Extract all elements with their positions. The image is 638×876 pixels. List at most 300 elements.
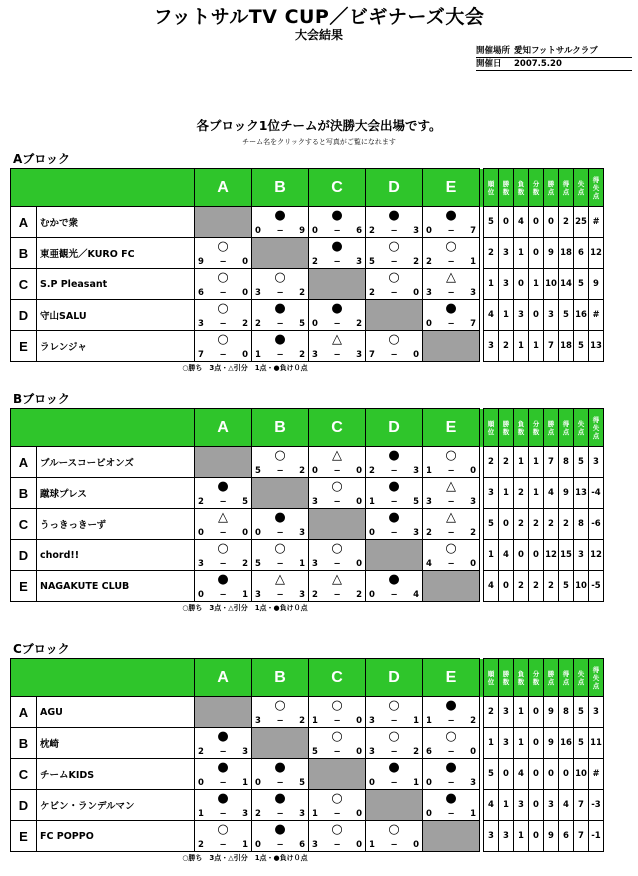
score-own: 7	[369, 350, 375, 360]
score-dash: −	[276, 288, 284, 298]
score-own: 1	[426, 716, 432, 726]
column-header-c: C	[309, 169, 366, 207]
match-result	[252, 790, 309, 821]
result-symbol: ●	[274, 301, 286, 316]
stat-value: 11	[589, 728, 604, 759]
score-opp: 3	[413, 528, 419, 538]
match-score	[369, 778, 419, 788]
stat-value: 2	[484, 447, 499, 478]
block-title: Aブロック	[13, 152, 71, 166]
team-name-link[interactable]: 東亜観光／KURO FC	[37, 238, 195, 269]
stat-header: 失 点	[574, 409, 589, 447]
match-score	[426, 466, 476, 476]
score-opp: 0	[413, 350, 419, 360]
score-opp: 1	[413, 716, 419, 726]
score-dash: −	[333, 319, 341, 329]
stat-value: 5	[574, 269, 589, 300]
match-result	[309, 447, 366, 478]
score-own: 3	[312, 840, 318, 850]
score-own: 3	[255, 590, 261, 600]
stat-value: 1	[484, 540, 499, 571]
team-name-link[interactable]: S.P Pleasant	[37, 269, 195, 300]
match-score	[426, 226, 476, 236]
stat-value: -1	[589, 821, 604, 852]
self-match-cell	[423, 821, 480, 852]
stat-value: 0	[529, 238, 544, 269]
match-score	[426, 716, 476, 726]
score-own: 0	[312, 226, 318, 236]
stat-value: 0	[514, 540, 529, 571]
team-name-link[interactable]: FC POPPO	[37, 821, 195, 852]
stat-value: 0	[529, 540, 544, 571]
score-dash: −	[390, 466, 398, 476]
score-opp: 3	[356, 350, 362, 360]
team-row	[11, 821, 604, 852]
stat-value: 0	[529, 697, 544, 728]
score-dash: −	[390, 350, 398, 360]
self-match-cell	[423, 331, 480, 362]
stat-value: 3	[544, 300, 559, 331]
stat-value: 9	[544, 697, 559, 728]
score-dash: −	[219, 528, 227, 538]
score-own: 0	[426, 319, 432, 329]
match-score	[198, 288, 248, 298]
score-own: 0	[369, 590, 375, 600]
match-score	[255, 319, 305, 329]
result-symbol: ●	[274, 208, 286, 223]
row-letter: D	[11, 790, 37, 821]
stat-header: 得 失 点	[589, 169, 604, 207]
team-name-link[interactable]: ケビン・ランデルマン	[37, 790, 195, 821]
match-result	[309, 571, 366, 602]
team-row	[11, 447, 604, 478]
stat-value: 16	[559, 728, 574, 759]
self-match-cell	[309, 759, 366, 790]
result-symbol: ●	[388, 760, 400, 775]
result-symbol: ○	[331, 791, 343, 806]
team-name-link[interactable]: 守山SALU	[37, 300, 195, 331]
stat-value: 1	[529, 269, 544, 300]
stat-value: 9	[559, 478, 574, 509]
score-opp: 0	[470, 559, 476, 569]
stat-value: 5	[559, 300, 574, 331]
match-score	[255, 226, 305, 236]
stat-value: 3	[589, 697, 604, 728]
stat-value: 18	[559, 331, 574, 362]
match-score	[369, 840, 419, 850]
score-dash: −	[276, 809, 284, 819]
row-letter: E	[11, 331, 37, 362]
score-own: 6	[426, 747, 432, 757]
match-score	[255, 778, 305, 788]
result-symbol: ○	[217, 541, 229, 556]
result-symbol: ○	[331, 698, 343, 713]
stat-value: 8	[574, 509, 589, 540]
score-dash: −	[390, 528, 398, 538]
score-opp: 2	[299, 466, 305, 476]
stat-value: 3	[589, 447, 604, 478]
stat-value: 2	[514, 509, 529, 540]
match-result	[366, 447, 423, 478]
notice-sub: チーム名をクリックすると写真がご覧になれます	[242, 138, 396, 146]
score-dash: −	[447, 747, 455, 757]
result-symbol: ●	[388, 572, 400, 587]
match-result	[366, 759, 423, 790]
result-symbol: ●	[274, 510, 286, 525]
team-name-link[interactable]: 枕崎	[37, 728, 195, 759]
score-opp: 3	[299, 528, 305, 538]
result-symbol: ○	[274, 698, 286, 713]
match-score	[255, 288, 305, 298]
match-result	[252, 821, 309, 852]
stat-value: 7	[574, 790, 589, 821]
score-dash: −	[390, 288, 398, 298]
score-own: 2	[255, 319, 261, 329]
result-symbol: ●	[331, 208, 343, 223]
score-dash: −	[219, 319, 227, 329]
score-dash: −	[390, 716, 398, 726]
self-match-cell	[252, 238, 309, 269]
match-score	[255, 528, 305, 538]
match-score	[255, 590, 305, 600]
stat-value: 0	[529, 300, 544, 331]
score-own: 3	[312, 350, 318, 360]
stat-value: 9	[589, 269, 604, 300]
match-result	[195, 478, 252, 509]
self-match-cell	[252, 728, 309, 759]
score-opp: 3	[242, 809, 248, 819]
result-symbol: ●	[388, 479, 400, 494]
result-symbol: ●	[331, 239, 343, 254]
score-opp: 3	[470, 778, 476, 788]
score-opp: 2	[299, 716, 305, 726]
page-subtitle: 大会結果	[294, 28, 343, 42]
column-header-a: A	[195, 659, 252, 697]
match-result	[309, 207, 366, 238]
stat-value: 1	[529, 478, 544, 509]
stat-value: 5	[484, 509, 499, 540]
match-score	[198, 497, 248, 507]
score-dash: −	[276, 226, 284, 236]
stat-value: 14	[559, 269, 574, 300]
stat-value: 0	[529, 207, 544, 238]
score-opp: 3	[356, 257, 362, 267]
match-result	[252, 300, 309, 331]
match-score	[369, 226, 419, 236]
team-row	[11, 269, 604, 300]
match-result	[309, 331, 366, 362]
team-name-link[interactable]: chord!!	[37, 540, 195, 571]
match-result	[423, 447, 480, 478]
stat-value: 4	[484, 571, 499, 602]
stat-header: 分 数	[529, 659, 544, 697]
result-symbol: ●	[274, 760, 286, 775]
stat-value: 4	[559, 790, 574, 821]
match-score	[312, 497, 362, 507]
score-own: 5	[255, 559, 261, 569]
match-result	[195, 300, 252, 331]
stat-value: 0	[499, 207, 514, 238]
stat-value: -3	[589, 790, 604, 821]
self-match-cell	[309, 269, 366, 300]
match-score	[369, 466, 419, 476]
team-name-link[interactable]: うっきっきーず	[37, 509, 195, 540]
header-blank	[11, 169, 195, 207]
stat-value: 10	[544, 269, 559, 300]
match-score	[369, 350, 419, 360]
score-own: 3	[426, 288, 432, 298]
result-symbol: ○	[388, 239, 400, 254]
result-symbol: ○	[331, 822, 343, 837]
self-match-cell	[366, 790, 423, 821]
stat-value: 0	[544, 759, 559, 790]
stat-value: -5	[589, 571, 604, 602]
stat-value: 1	[529, 331, 544, 362]
score-own: 3	[198, 319, 204, 329]
score-dash: −	[276, 590, 284, 600]
stat-value: 1	[484, 269, 499, 300]
match-score	[369, 528, 419, 538]
score-dash: −	[447, 778, 455, 788]
stat-header: 順 位	[484, 409, 499, 447]
stat-value: 2	[484, 697, 499, 728]
team-row	[11, 697, 604, 728]
stat-value: 13	[574, 478, 589, 509]
score-own: 1	[369, 840, 375, 850]
score-dash: −	[447, 528, 455, 538]
result-symbol: △	[446, 270, 456, 285]
team-row	[11, 759, 604, 790]
stat-value: 2	[544, 571, 559, 602]
team-name-link[interactable]: NAGAKUTE CLUB	[37, 571, 195, 602]
score-dash: −	[219, 497, 227, 507]
team-name-link[interactable]: むかで衆	[37, 207, 195, 238]
score-own: 1	[198, 809, 204, 819]
team-name-link[interactable]: AGU	[37, 697, 195, 728]
column-header-d: D	[366, 169, 423, 207]
score-dash: −	[333, 840, 341, 850]
match-score	[198, 840, 248, 850]
score-own: 5	[312, 747, 318, 757]
score-dash: −	[447, 257, 455, 267]
result-symbol: ●	[445, 208, 457, 223]
match-result	[366, 509, 423, 540]
stat-value: 3	[499, 821, 514, 852]
score-own: 3	[369, 747, 375, 757]
score-own: 3	[426, 497, 432, 507]
stat-value: 5	[574, 331, 589, 362]
match-result	[366, 728, 423, 759]
column-header-c: C	[309, 409, 366, 447]
self-match-cell	[195, 447, 252, 478]
row-letter: A	[11, 207, 37, 238]
stat-header: 得 点	[559, 659, 574, 697]
column-header-a: A	[195, 169, 252, 207]
stat-header: 得 点	[559, 409, 574, 447]
stat-value: 4	[499, 540, 514, 571]
match-result	[309, 790, 366, 821]
stat-header: 失 点	[574, 169, 589, 207]
score-opp: 2	[356, 590, 362, 600]
result-symbol: ●	[217, 572, 229, 587]
stat-value: 7	[544, 447, 559, 478]
team-row	[11, 207, 604, 238]
score-opp: 0	[413, 288, 419, 298]
team-row	[11, 238, 604, 269]
result-symbol: ○	[217, 332, 229, 347]
match-result	[195, 759, 252, 790]
score-opp: 2	[299, 350, 305, 360]
team-name-link[interactable]: ブルースコービオンズ	[37, 447, 195, 478]
match-score	[426, 778, 476, 788]
match-result	[252, 447, 309, 478]
score-opp: 2	[413, 257, 419, 267]
match-score	[369, 288, 419, 298]
result-symbol: ●	[445, 791, 457, 806]
stat-value: 0	[514, 269, 529, 300]
column-header-e: E	[423, 409, 480, 447]
page-title: フットサルTV CUP／ビギナーズ大会	[153, 6, 485, 28]
match-score	[312, 466, 362, 476]
score-own: 0	[312, 319, 318, 329]
stat-header: 順 位	[484, 169, 499, 207]
match-score	[255, 559, 305, 569]
stat-value: 5	[484, 207, 499, 238]
result-symbol: △	[275, 572, 285, 587]
match-result	[309, 697, 366, 728]
stat-value: 4	[484, 790, 499, 821]
match-score	[198, 559, 248, 569]
stat-value: 5	[574, 447, 589, 478]
score-dash: −	[219, 257, 227, 267]
score-own: 0	[255, 226, 261, 236]
score-dash: −	[219, 559, 227, 569]
score-own: 7	[198, 350, 204, 360]
score-dash: −	[333, 809, 341, 819]
score-opp: 1	[470, 257, 476, 267]
result-symbol: ○	[445, 541, 457, 556]
row-letter: C	[11, 759, 37, 790]
score-own: 2	[369, 288, 375, 298]
score-dash: −	[219, 778, 227, 788]
score-dash: −	[333, 716, 341, 726]
stat-value: 8	[559, 447, 574, 478]
stat-value: 3	[574, 540, 589, 571]
score-own: 0	[198, 590, 204, 600]
result-symbol: ●	[445, 301, 457, 316]
team-name-link[interactable]: ラレンジャ	[37, 331, 195, 362]
match-result	[309, 300, 366, 331]
score-opp: 0	[413, 840, 419, 850]
result-symbol: ●	[217, 479, 229, 494]
match-result	[366, 697, 423, 728]
result-symbol: ●	[274, 822, 286, 837]
score-dash: −	[276, 840, 284, 850]
match-result	[252, 571, 309, 602]
stat-header: 分 数	[529, 409, 544, 447]
venue-info	[476, 45, 632, 71]
team-name-link[interactable]: チームKIDS	[37, 759, 195, 790]
stat-value: 0	[544, 207, 559, 238]
row-letter: C	[11, 269, 37, 300]
stat-header: 負 数	[514, 169, 529, 207]
score-opp: 3	[470, 497, 476, 507]
stat-value: 5	[484, 759, 499, 790]
score-dash: −	[276, 350, 284, 360]
stat-value: 3	[484, 478, 499, 509]
score-dash: −	[447, 288, 455, 298]
result-symbol: ●	[445, 760, 457, 775]
stat-value: #	[589, 207, 604, 238]
match-result	[252, 509, 309, 540]
match-result	[195, 238, 252, 269]
stat-value: 2	[529, 571, 544, 602]
score-dash: −	[333, 497, 341, 507]
score-dash: −	[276, 716, 284, 726]
score-own: 2	[198, 497, 204, 507]
result-symbol: △	[332, 448, 342, 463]
stat-value: 18	[559, 238, 574, 269]
result-symbol: ○	[274, 270, 286, 285]
score-dash: −	[276, 319, 284, 329]
legend: ○勝ち 3点・△引分 1点・●負け０点	[182, 604, 308, 612]
header-blank	[11, 409, 195, 447]
stat-value: 3	[544, 790, 559, 821]
stat-value: 12	[589, 540, 604, 571]
result-symbol: ○	[331, 541, 343, 556]
match-result	[423, 300, 480, 331]
team-row	[11, 540, 604, 571]
self-match-cell	[366, 300, 423, 331]
score-dash: −	[390, 840, 398, 850]
team-row	[11, 331, 604, 362]
match-result	[366, 478, 423, 509]
match-score	[312, 319, 362, 329]
result-symbol: ●	[274, 791, 286, 806]
stat-value: 2	[484, 238, 499, 269]
score-opp: 2	[242, 559, 248, 569]
column-header-b: B	[252, 409, 309, 447]
score-opp: 1	[242, 778, 248, 788]
row-letter: D	[11, 300, 37, 331]
score-dash: −	[219, 840, 227, 850]
score-opp: 3	[413, 466, 419, 476]
score-dash: −	[276, 559, 284, 569]
score-opp: 6	[356, 226, 362, 236]
score-dash: −	[333, 559, 341, 569]
score-opp: 0	[242, 288, 248, 298]
column-header-c: C	[309, 659, 366, 697]
score-dash: −	[390, 497, 398, 507]
match-score	[312, 226, 362, 236]
score-own: 2	[426, 257, 432, 267]
match-score	[426, 288, 476, 298]
score-dash: −	[447, 716, 455, 726]
team-name-link[interactable]: 蹴球プレス	[37, 478, 195, 509]
score-opp: 3	[413, 226, 419, 236]
stat-value: -4	[589, 478, 604, 509]
row-letter: B	[11, 728, 37, 759]
date-label: 開催日	[476, 59, 502, 69]
match-score	[198, 528, 248, 538]
stat-value: 2	[529, 509, 544, 540]
match-result	[366, 238, 423, 269]
match-score	[312, 809, 362, 819]
match-result	[423, 790, 480, 821]
result-symbol: ○	[388, 332, 400, 347]
match-score	[312, 559, 362, 569]
match-score	[312, 590, 362, 600]
